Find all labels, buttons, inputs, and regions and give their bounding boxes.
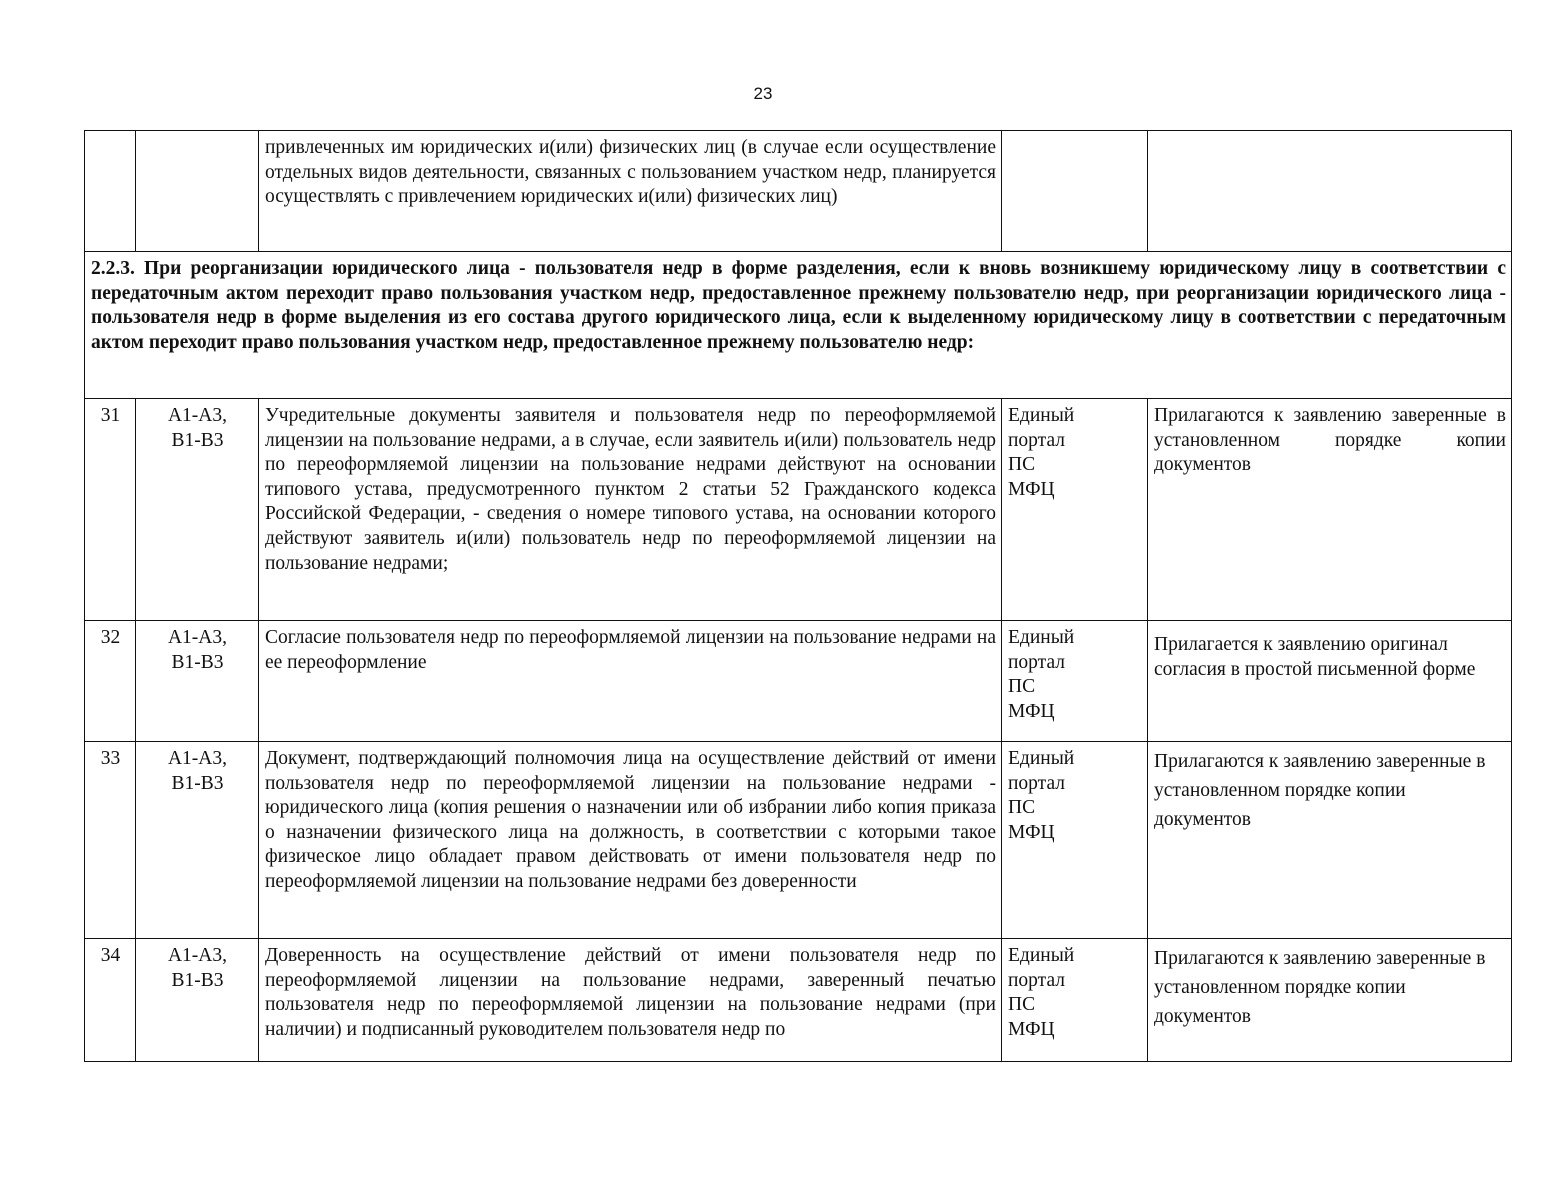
code-line: В1-В3 — [171, 772, 224, 794]
row-note: Прилагаются к заявлению заверенные в установленном порядке копии документов — [1148, 939, 1512, 1062]
row-channels — [1002, 399, 1148, 621]
channel-line: портал — [1008, 772, 1065, 794]
table-row — [85, 399, 1512, 621]
table-row — [85, 742, 1512, 939]
row-codes — [136, 399, 259, 621]
row-codes — [136, 621, 259, 742]
channel-line: ПС — [1008, 676, 1036, 698]
cell-note — [1148, 131, 1512, 252]
channel-line: Единый — [1008, 627, 1075, 648]
row-number: 33 — [85, 742, 136, 939]
channel-line: портал — [1008, 651, 1065, 673]
channel-line: МФЦ — [1008, 478, 1055, 500]
row-note: Прилагаются к заявлению заверенные в установленном порядке копии документов — [1148, 742, 1512, 939]
row-note: Прилагаются к заявлению заверенные в установленном порядке копии документов — [1148, 399, 1512, 621]
section-heading: 2.2.3. При реорганизации юридического лица - пользователя недр в форме разделения, если к вновь возникшему юридическому лицу в соответствии с передаточным актом переходит право пользования участком недр, предоставленное прежнему пользователю недр, при реорганизации юридического лица - пользователя недр в форме выделения из его состава другого юридического лица, если к выделенному юридическому лицу в соответствии с передаточным актом переходит право пользования участком недр, предоставленное прежнему пользователю недр: — [85, 252, 1512, 399]
channel-line: портал — [1008, 429, 1065, 451]
row-channels — [1002, 939, 1148, 1062]
row-description: Учредительные документы заявителя и пользователя недр по переоформляемой лицензии на пользование недрами, а в случае, если заявитель и(или) пользователь недр по переоформляемой лицензии на пользование недрами действуют на основании типового устава, предусмотренного пунктом 2 статьи 52 Гражданского кодекса Российской Федерации, - сведения о номере типового устава, на основании которого действуют заявитель и(или) пользователь недр по переоформляемой лицензии на пользование недрами; — [259, 399, 1002, 621]
table-row-continued — [85, 131, 1512, 252]
code-line: В1-В3 — [171, 969, 224, 991]
table-row — [85, 939, 1512, 1062]
channel-line: МФЦ — [1008, 1018, 1055, 1040]
channel-line: МФЦ — [1008, 821, 1055, 843]
channel-line: Единый — [1008, 405, 1075, 426]
section-row — [85, 252, 1512, 399]
channel-line: ПС — [1008, 994, 1036, 1016]
cell-channels — [1002, 131, 1148, 252]
channel-line: Единый — [1008, 945, 1075, 966]
cell-number — [85, 131, 136, 252]
code-line: В1-В3 — [171, 651, 224, 673]
row-channels — [1002, 742, 1148, 939]
row-codes — [136, 939, 259, 1062]
channel-line: Единый — [1008, 748, 1075, 769]
row-codes — [136, 742, 259, 939]
row-description: Доверенность на осуществление действий от имени пользователя недр по переоформляемой лицензии на пользование недрами, заверенный печатью пользователя недр по переоформляемой лицензии на пользование недрами (при наличии) и подписанный руководителем пользователя недр по — [259, 939, 1002, 1062]
table-row — [85, 621, 1512, 742]
code-line: А1-А3, — [167, 627, 228, 648]
row-number: 31 — [85, 399, 136, 621]
page-number: 23 — [753, 84, 773, 103]
channel-line: ПС — [1008, 454, 1036, 476]
row-channels — [1002, 621, 1148, 742]
code-line: А1-А3, — [167, 405, 228, 426]
code-line: В1-В3 — [171, 429, 224, 451]
row-note: Прилагается к заявлению оригинал согласия в простой письменной форме — [1148, 621, 1512, 742]
row-number: 34 — [85, 939, 136, 1062]
row-description: Согласие пользователя недр по переоформляемой лицензии на пользование недрами на ее переоформление — [259, 621, 1002, 742]
channel-line: МФЦ — [1008, 700, 1055, 722]
cell-code — [136, 131, 259, 252]
channel-line: портал — [1008, 969, 1065, 991]
channel-line: ПС — [1008, 797, 1036, 819]
cell-description: привлеченных им юридических и(или) физических лиц (в случае если осуществление отдельных видов деятельности, связанных с пользованием участком недр, планируется осуществлять с привлечением юридических и(или) физических лиц) — [259, 131, 1002, 252]
row-number: 32 — [85, 621, 136, 742]
code-line: А1-А3, — [167, 945, 228, 966]
code-line: А1-А3, — [167, 748, 228, 769]
documents-table — [84, 130, 1512, 1062]
row-description: Документ, подтверждающий полномочия лица на осуществление действий от имени пользователя недр по переоформляемой лицензии на пользование недрами - юридического лица (копия решения о назначении или об избрании либо копия приказа о назначении физического лица на должность, в соответствии с которыми такое физическое лицо обладает правом действовать от имени пользователя недр по переоформляемой лицензии на пользование недрами без доверенности — [259, 742, 1002, 939]
